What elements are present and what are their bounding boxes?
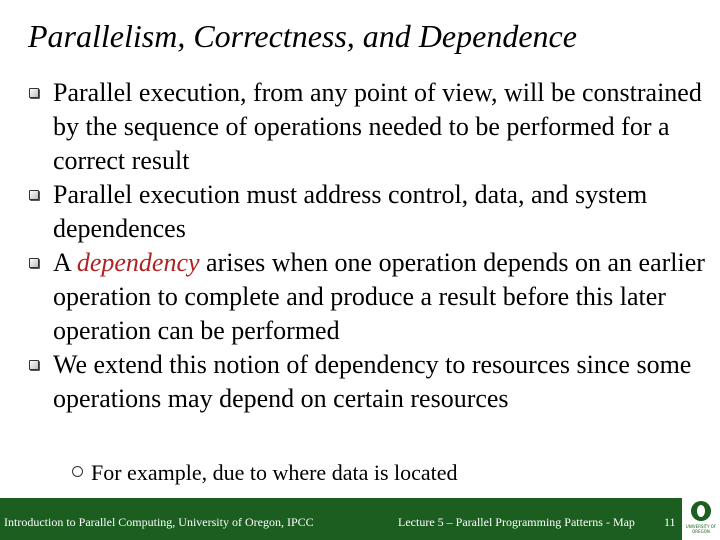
square-bullet-icon <box>29 360 39 370</box>
square-bullet-icon <box>29 190 39 200</box>
o-logo-icon <box>691 501 711 521</box>
sub-bullet-text: For example, due to where data is located <box>91 460 458 485</box>
square-bullet-icon <box>29 258 39 268</box>
circle-bullet-icon <box>72 466 83 477</box>
footer-bar <box>0 498 720 540</box>
bullet-4-text: We extend this notion of dependency to resources since some operations may depend on certain resources <box>53 350 692 413</box>
bullet-3-pre: A <box>53 248 77 277</box>
bullet-1 <box>0 76 720 178</box>
footer-lecture: Lecture 5 – Parallel Programming Patterns - Map <box>398 515 635 529</box>
university-logo <box>682 498 720 540</box>
sub-bullet <box>72 460 458 486</box>
bullet-3 <box>0 246 720 348</box>
footer-course: Introduction to Parallel Computing, University of Oregon, IPCC <box>4 515 314 529</box>
bullet-3-post: arises when one operation depends on an earlier operation to complete and produce a result before this later operation can be performed <box>53 248 705 345</box>
square-bullet-icon <box>29 88 39 98</box>
bullet-list <box>0 76 720 416</box>
slide-title: Parallelism, Correctness, and Dependence <box>28 18 577 54</box>
logo-text: UNIVERSITY OF OREGON <box>685 524 717 534</box>
bullet-1-text: Parallel execution, from any point of view, will be constrained by the sequence of operations needed to be performed for a correct result <box>53 78 702 175</box>
bullet-3-text <box>53 246 720 348</box>
dependency-term: dependency <box>76 248 200 277</box>
bullet-4 <box>0 348 720 416</box>
bullet-2-text: Parallel execution must address control, data, and system dependences <box>53 180 648 243</box>
page-number: 11 <box>664 515 676 529</box>
bullet-2 <box>0 178 720 246</box>
